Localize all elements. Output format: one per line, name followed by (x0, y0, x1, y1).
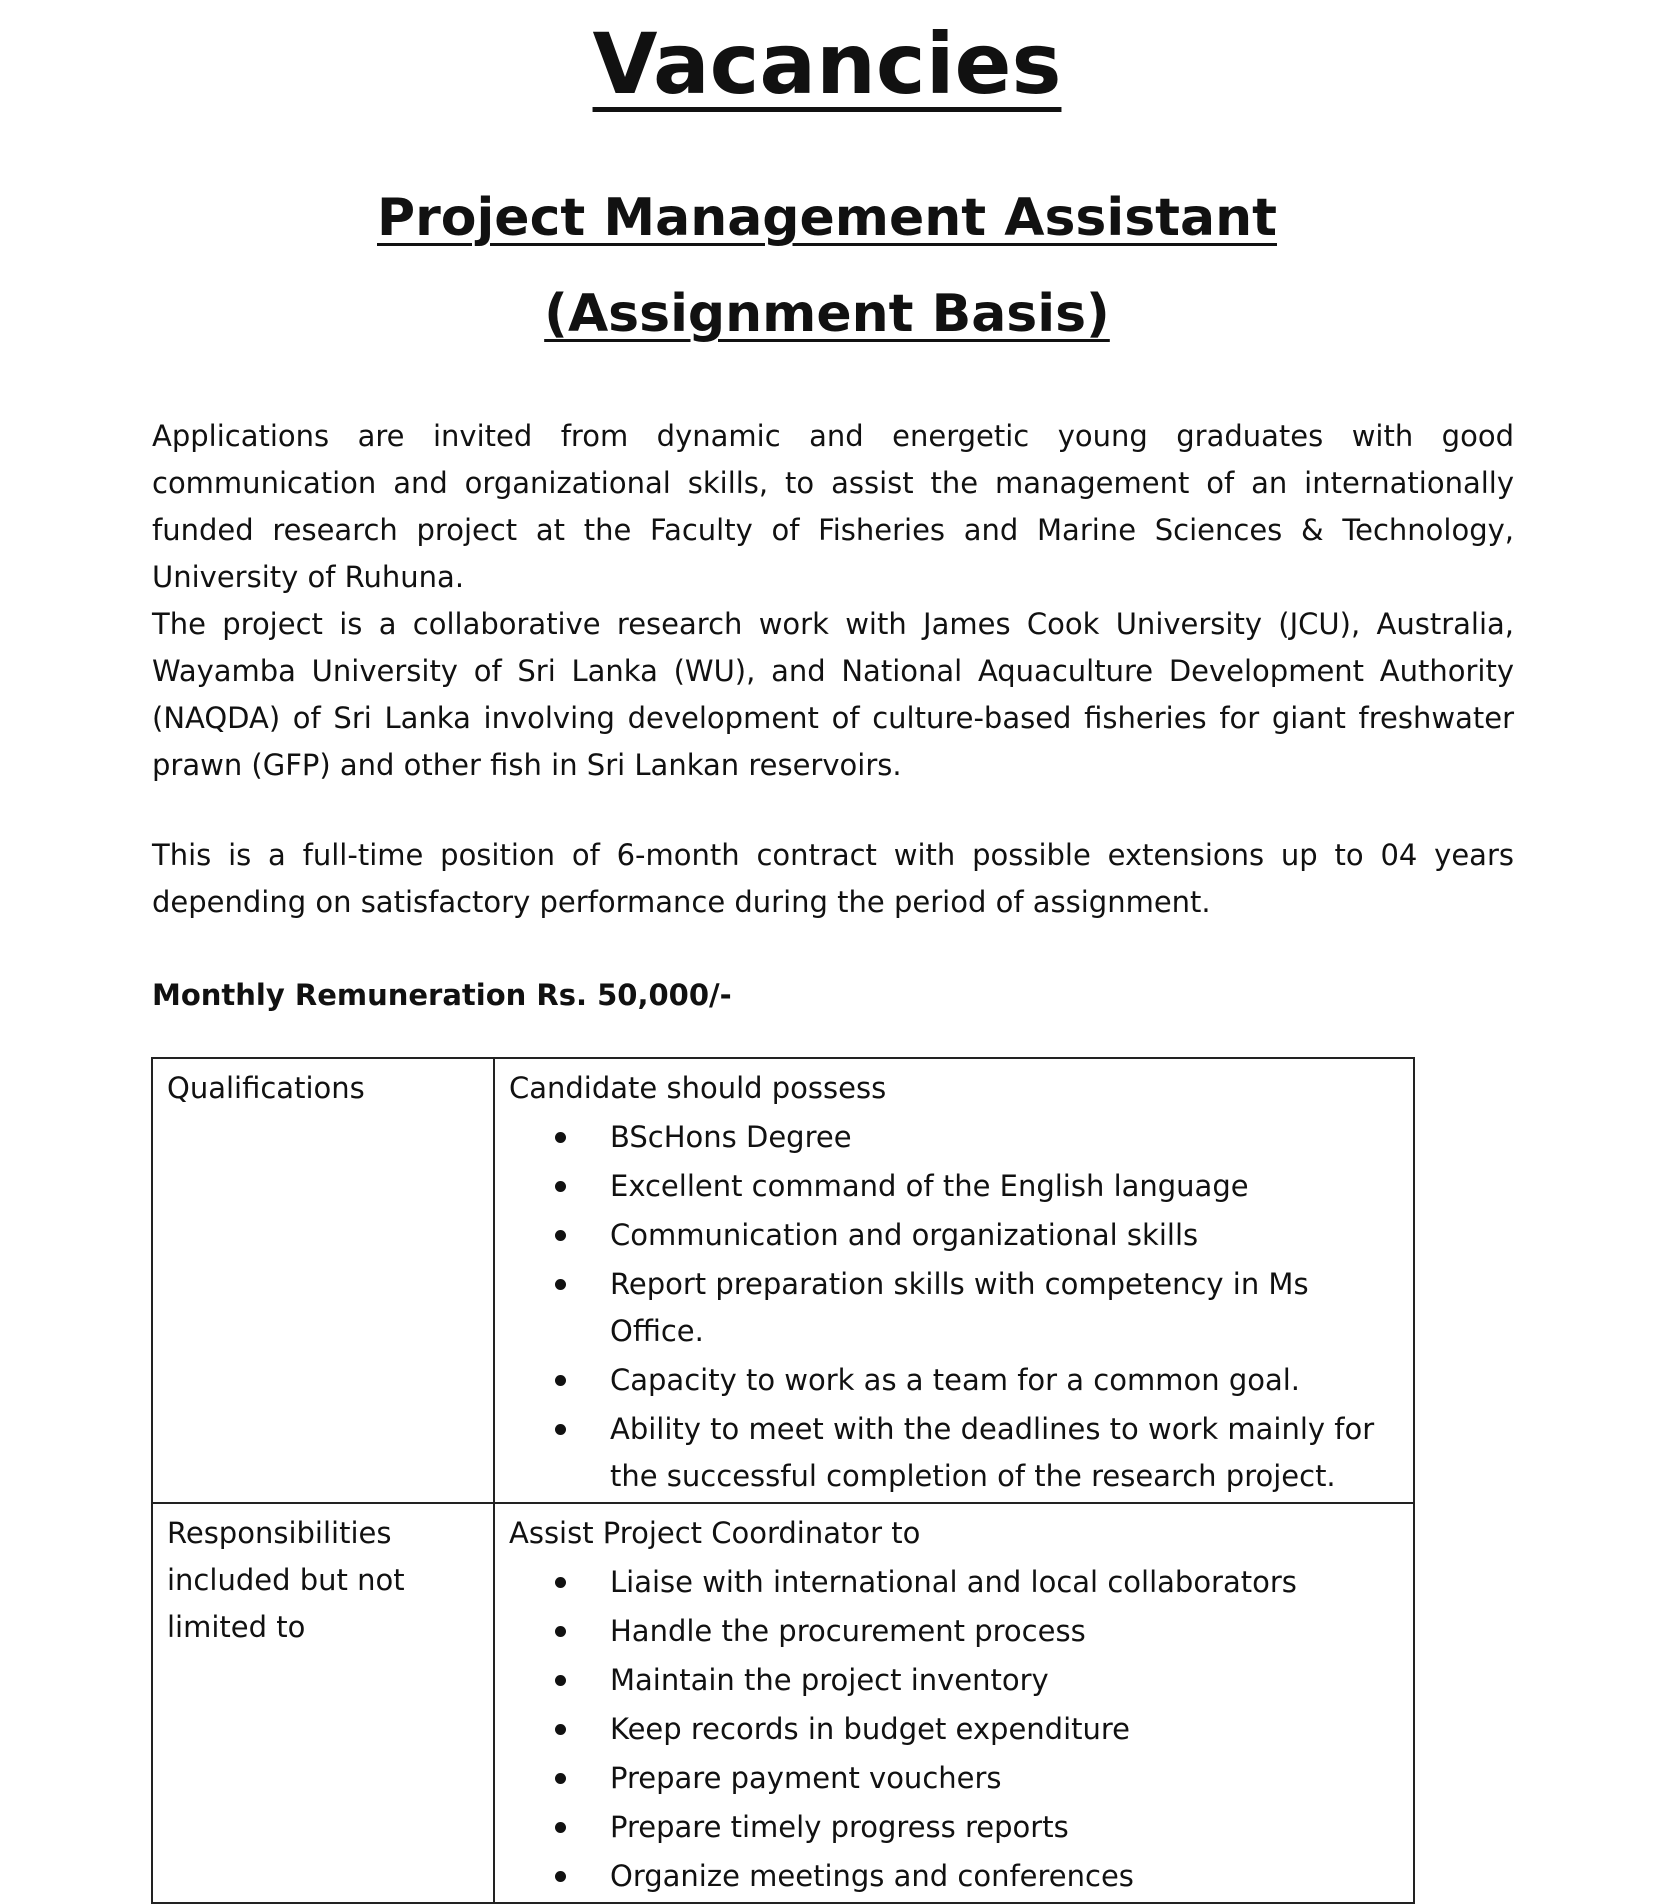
list-item: Organize meetings and conferences (610, 1853, 1399, 1900)
list-item: Handle the procurement process (610, 1608, 1399, 1655)
bullet-icon (555, 1577, 566, 1588)
bullet-icon (555, 1132, 566, 1143)
bullet-icon (555, 1279, 566, 1290)
bullet-icon (555, 1375, 566, 1386)
list-item: Excellent command of the English language (610, 1163, 1399, 1210)
project-paragraph: The project is a collaborative research work with James Cook University (JCU), Australia, Wayamba University of Sri Lanka (WU), and National Aquaculture Development Authority (NAQDA) of Sri Lanka involving development of culture-based fisheries for giant freshwater prawn (GFP) and other fish in Sri Lankan reservoirs. (152, 607, 1514, 782)
responsibilities-cell (494, 1503, 1414, 1903)
bullet-icon (555, 1230, 566, 1241)
list-item: Maintain the project inventory (610, 1657, 1399, 1704)
list-item: Prepare timely progress reports (610, 1804, 1399, 1851)
intro-paragraph: Applications are invited from dynamic and energetic young graduates with good communication and organizational skills, to assist the management of an internationally funded research project at the Faculty of Fisheries and Marine Sciences & Technology, University of Ruhuna. (152, 419, 1514, 594)
bullet-icon (555, 1724, 566, 1735)
responsibilities-intro: Assist Project Coordinator to (509, 1516, 921, 1550)
list-item: Communication and organizational skills (610, 1212, 1399, 1259)
responsibilities-label: Responsibilities included but not limited to (152, 1503, 494, 1903)
list-item: Ability to meet with the deadlines to work mainly for the successful completion of the research project. (610, 1406, 1399, 1500)
remuneration-text: Monthly Remuneration Rs. 50,000/- (152, 978, 732, 1012)
qualifications-label: Qualifications (152, 1058, 494, 1503)
bullet-icon (555, 1822, 566, 1833)
table-row-responsibilities (152, 1503, 1414, 1903)
page-title: Vacancies (592, 15, 1062, 113)
list-item: Capacity to work as a team for a common goal. (610, 1357, 1399, 1404)
list-item: BScHons Degree (610, 1114, 1399, 1161)
requirements-table (151, 1057, 1415, 1904)
qualifications-intro: Candidate should possess (509, 1071, 887, 1105)
bullet-icon (555, 1424, 566, 1435)
responsibilities-list (509, 1559, 1399, 1900)
list-item: Liaise with international and local collaborators (610, 1559, 1399, 1606)
position-title: Project Management Assistant (377, 188, 1277, 248)
bullet-icon (555, 1871, 566, 1882)
list-item: Prepare payment vouchers (610, 1755, 1399, 1802)
bullet-icon (555, 1626, 566, 1637)
list-item: Report preparation skills with competency in Ms Office. (610, 1261, 1399, 1355)
qualifications-cell (494, 1058, 1414, 1503)
bullet-icon (555, 1181, 566, 1192)
list-item: Keep records in budget expenditure (610, 1706, 1399, 1753)
contract-paragraph: This is a full-time position of 6-month contract with possible extensions up to 04 years depending on satisfactory performance during the period of assignment. (152, 838, 1514, 919)
table-row-qualifications (152, 1058, 1414, 1503)
bullet-icon (555, 1675, 566, 1686)
bullet-icon (555, 1773, 566, 1784)
position-subtitle: (Assignment Basis) (544, 284, 1110, 344)
qualifications-list (509, 1114, 1399, 1500)
